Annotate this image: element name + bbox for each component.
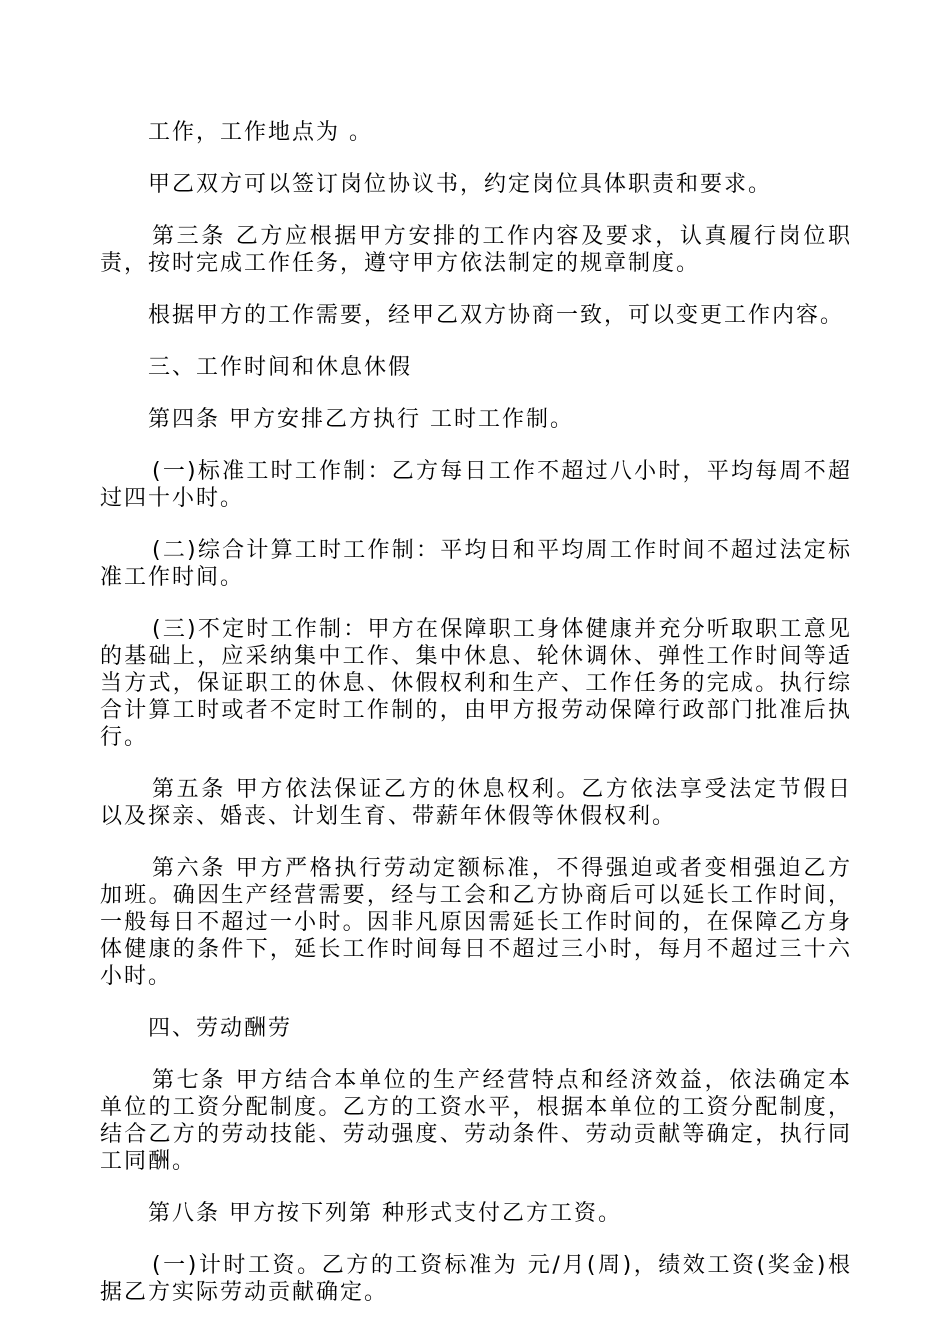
- paragraph-comprehensive-hours: (二)综合计算工时工作制：平均日和平均周工作时间不超过法定标准工作时间。: [100, 538, 852, 590]
- paragraph-work-location: 工作，工作地点为 。: [148, 120, 373, 145]
- paragraph-flexible-hours: (三)不定时工作制：甲方在保障职工身体健康并充分听取职工意见的基础上，应采纳集中工作、集中休息、轮休调休、弹性工作时间等适当方式，保证职工的休息、休假权利和生产、工作任务的完成。执行综合计算工时或者不定时工作制的，由甲方报劳动保障行政部门批准后执行。: [100, 617, 852, 750]
- paragraph-change-work: 根据甲方的工作需要，经甲乙双方协商一致，可以变更工作内容。: [148, 303, 845, 328]
- paragraph-article-5: 第五条 甲方依法保证乙方的休息权利。乙方依法享受法定节假日以及探亲、婚丧、计划生育、带薪年休假等休假权利。: [100, 777, 852, 829]
- section-heading-remuneration: 四、劳动酬劳: [148, 1016, 293, 1041]
- document-body: [100, 119, 852, 1331]
- paragraph-article-7: 第七条 甲方结合本单位的生产经营特点和经济效益，依法确定本单位的工资分配制度。乙方的工资水平，根据本单位的工资分配制度，结合乙方的劳动技能、劳动强度、劳动条件、劳动贡献等确定，执行同工同酬。: [100, 1068, 852, 1174]
- paragraph-article-8: 第八条 甲方按下列第 种形式支付乙方工资。: [148, 1201, 622, 1226]
- paragraph-standard-hours: (一)标准工时工作制：乙方每日工作不超过八小时，平均每周不超过四十小时。: [100, 459, 852, 511]
- paragraph-position-agreement: 甲乙双方可以签订岗位协议书，约定岗位具体职责和要求。: [148, 172, 773, 197]
- paragraph-article-6: 第六条 甲方严格执行劳动定额标准，不得强迫或者变相强迫乙方加班。确因生产经营需要，经与工会和乙方协商后可以延长工作时间，一般每日不超过一小时。因非凡原因需延长工作时间的，在保障乙方身体健康的条件下，延长工作时间每日不超过三小时，每月不超过三十六小时。: [100, 856, 852, 989]
- paragraph-article-3: 第三条 乙方应根据甲方安排的工作内容及要求，认真履行岗位职责，按时完成工作任务，遵守甲方依法制定的规章制度。: [100, 224, 852, 276]
- paragraph-article-4: 第四条 甲方安排乙方执行 工时工作制。: [148, 407, 574, 432]
- section-heading-working-hours: 三、工作时间和休息休假: [148, 355, 413, 380]
- paragraph-time-wage: (一)计时工资。乙方的工资标准为 元/月(周)，绩效工资(奖金)根据乙方实际劳动贡献确定。: [100, 1253, 852, 1305]
